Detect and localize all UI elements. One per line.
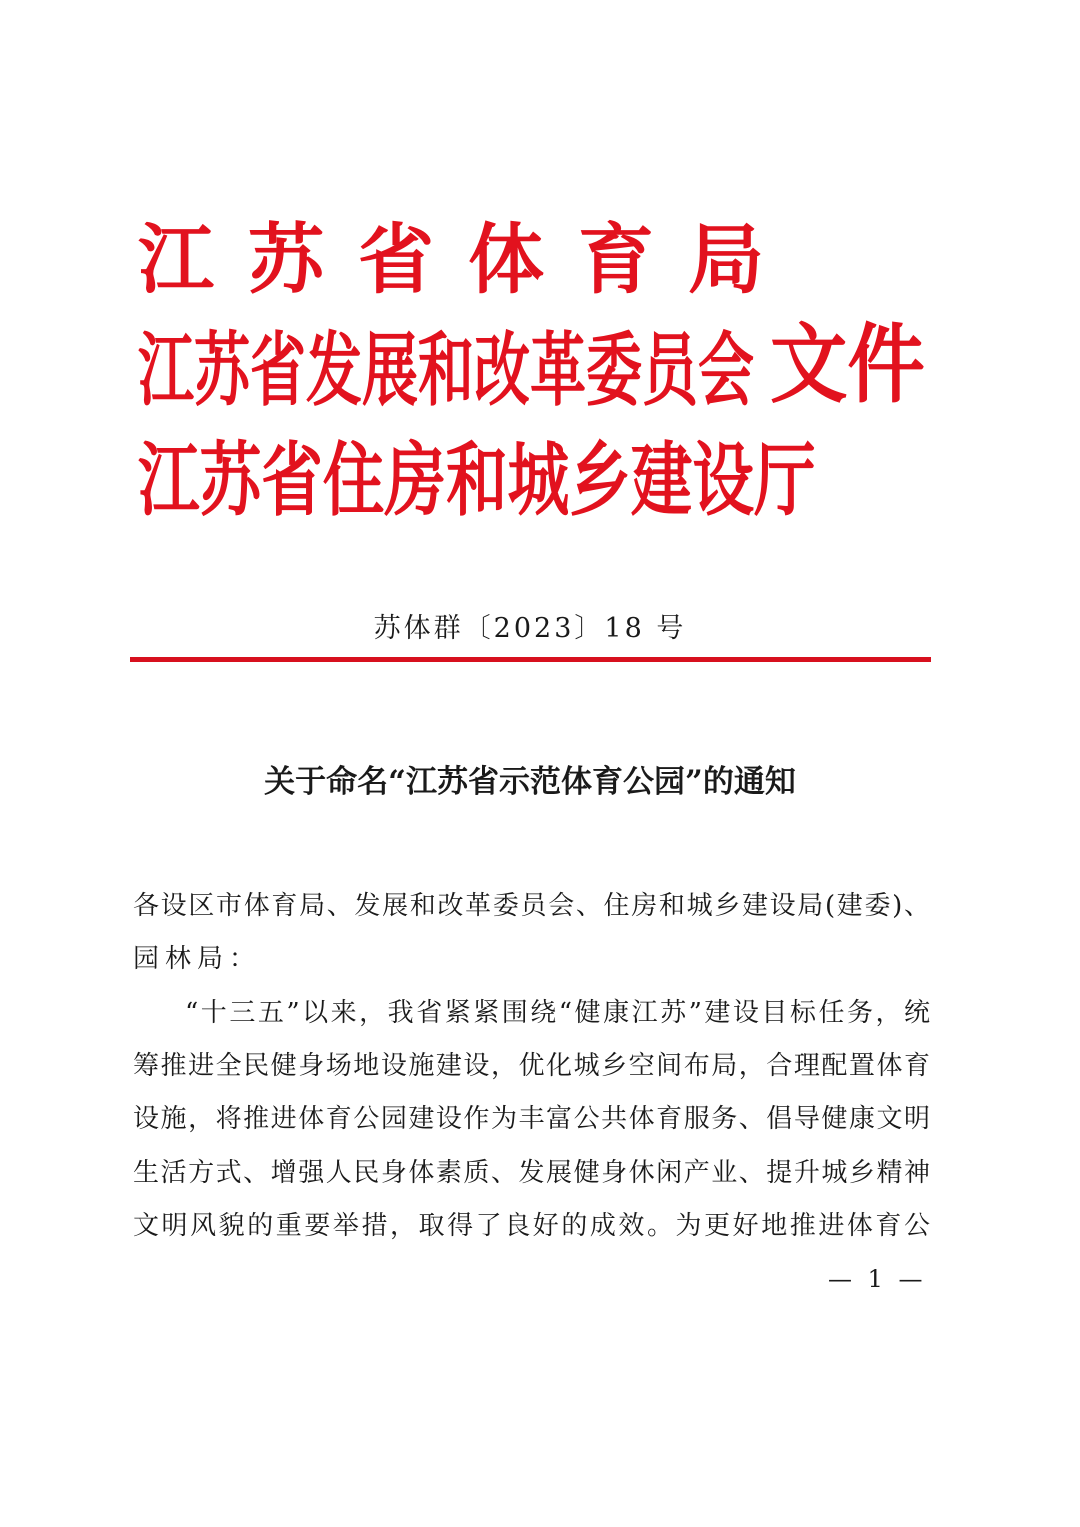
body-line: 设施，将推进体育公园建设作为丰富公共体育服务、倡导健康文明 bbox=[133, 1104, 930, 1134]
red-divider bbox=[130, 657, 931, 662]
page-number: — 1 — bbox=[828, 1265, 927, 1293]
body-line: 文明风貌的重要举措，取得了良好的成效。为更好地推进体育公 bbox=[133, 1211, 930, 1241]
issuer-housing-construction-dept: 江苏省住房和城乡建设厅 bbox=[138, 433, 816, 527]
issuer-development-reform-commission: 江苏省发展和改革委员会 bbox=[138, 323, 754, 417]
body-line: 生活方式、增强人民身体素质、发展健身休闲产业、提升城乡精神 bbox=[133, 1158, 930, 1188]
body-line: 筹推进全民健身场地设施建设，优化城乡空间布局，合理配置体育 bbox=[133, 1051, 930, 1081]
document-title: 关于命名“江苏省示范体育公园”的通知 bbox=[264, 764, 796, 800]
issuer-sports-bureau: 江苏省体育局 bbox=[138, 215, 798, 304]
body-line: 园林局： bbox=[133, 944, 262, 974]
body-line: 各设区市体育局、发展和改革委员会、住房和城乡建设局(建委)、 bbox=[133, 891, 930, 921]
body-line: “十三五”以来，我省紧紧围绕“健康江苏”建设目标任务，统 bbox=[185, 998, 930, 1028]
doc-type-label: 文件 bbox=[770, 314, 925, 415]
document-number: 苏体群〔2023〕18 号 bbox=[373, 613, 687, 644]
